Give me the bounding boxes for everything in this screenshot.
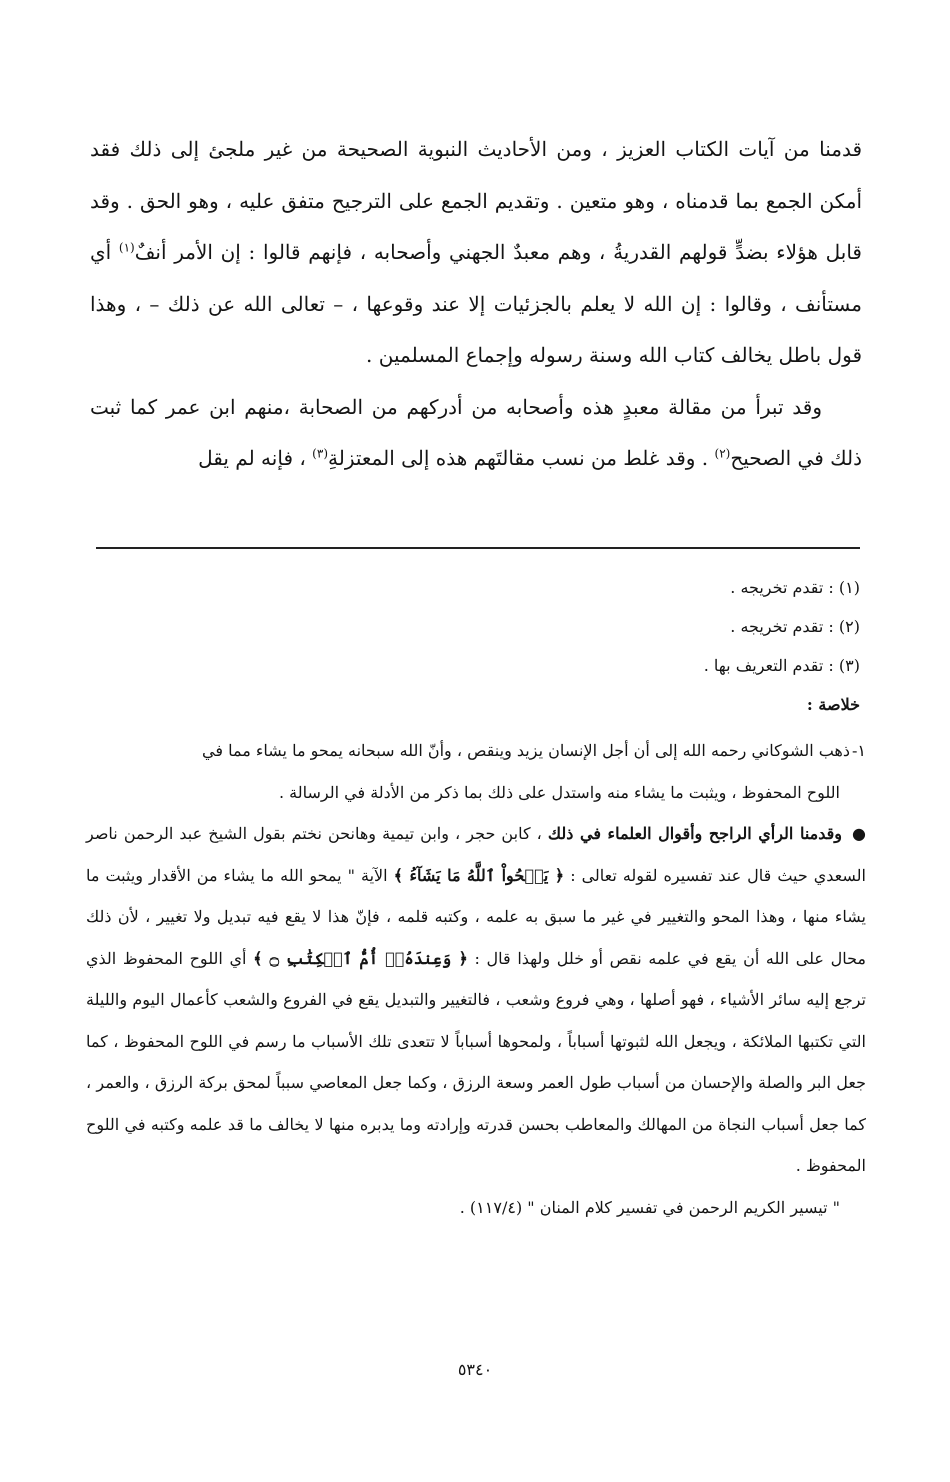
- summary-item-1: [86, 730, 866, 813]
- main-paragraph-2: وقد تبرأ من مقالة معبدٍ هذه وأصحابه من أدركهم من الصحابة ،منهم ابن عمر كما ثبت ذلك في الصحيح$^{(٢)}$ . وقد غلط من نسب مقالتَهم هذه إلى المعتزلةِ$^{(٣)}$ ، فإنه لم يقل: [90, 394, 862, 470]
- citation: " تيسير الكريم الرحمن في تفسير كلام المنان " (١١٧/٤) .: [459, 1197, 840, 1217]
- footnote-3: (٣) : تقدم التعريف بها .: [703, 656, 860, 675]
- summary-item-2: ●وقدمنا الرأي الراجح وأقوال العلماء في ذلك ، كابن حجر ، وابن تيمية وهانحن نختم بقول الشيخ عبد الرحمن ناصر السعدي حيث قال عند تفسيره لقوله تعالى : ﴿ يَمۡحُواْ ٱللَّهُ مَا يَشَآءُ ﴾ الآية " يمحو الله ما يشاء من الأقدار ويثبت ما يشاء منها ، وهذا المحو والتغيير في غير ما سبق به علمه ، وكتبه قلمه ، فإنّ هذا لا يقع فيه تبديل ولا تغيير ، لأن ذلك محال على الله أن يقع في علمه نقص أو خلل ولهذا قال : ﴿ وَعِندَهُۥٓ أُمُّ ٱلۡكِتَٰبِ ۝ ﴾ أي اللوح المحفوظ الذي ترجع إليه سائر الأشياء ، فهو أصلها ، وهي فروع وشعب ، فالتغيير والتبديل يقع في الفروع والشعب كأعمال اليوم والليلة التي تكتبها الملائكة ، ويجعل الله لثبوتها أسباباً ، ولمحوها أسباباً لا تتعدى تلك الأسباب ما رسم في اللوح المحفوظ ، كما جعل البر والصلة والإحسان من أسباب طول العمر وسعة الرزق ، وكما جعل المعاصي سبباً لمحق بركة الرزق ، والعمر ، كما جعل أسباب النجاة من المهالك والمعاطب بحسن قدرته وإرادته وما يدبره منها لا يخالف ما قد علمه وكتبه في اللوح المحفوظ .: [86, 813, 866, 1187]
- footnote-1: (١) : تقدم تخريجه .: [730, 578, 860, 597]
- item-1-continuation: اللوح المحفوظ ، ويثبت ما يشاء منه واستدل على ذلك بما ذكر من الأدلة في الرسالة .: [279, 782, 840, 802]
- footnote-ref-1[interactable]: (١): [118, 240, 135, 255]
- item-1-text: ذهب الشوكاني رحمه الله إلى أن أجل الإنسان يزيد وينقص ، وأنّ الله سبحانه يمحو ما يشاء مما في: [202, 741, 850, 760]
- page-number: ٥٣٤٠: [457, 1360, 493, 1379]
- bullet-icon: ●: [852, 824, 866, 843]
- footnote-ref-2[interactable]: (٢): [714, 446, 731, 461]
- summary-title: خلاصة :: [806, 695, 860, 714]
- footnote-ref-3[interactable]: (٣): [312, 446, 328, 461]
- item-number: ١-: [852, 741, 866, 760]
- quran-verse-2: ﴿ وَعِندَهُۥٓ أُمُّ ٱلۡكِتَٰبِ ۝ ﴾: [253, 948, 468, 968]
- footnote-2: (٢) : تقدم تخريجه .: [730, 617, 860, 636]
- quran-verse-1: ﴿ يَمۡحُواْ ٱللَّهُ مَا يَشَآءُ ﴾: [393, 865, 565, 885]
- item-2-heading: وقدمنا الرأي الراجح وأقوال العلماء في ذلك: [547, 824, 842, 843]
- footnotes: [96, 568, 860, 724]
- main-text: [90, 124, 862, 485]
- main-paragraph-1: قدمنا من آيات الكتاب العزيز ، ومن الأحاديث النبوية الصحيحة من غير ملجئ إلى ذلك فقد أمكن الجمع بما قدمناه ، وهو متعين . وتقديم الجمع على الترجيح متفق عليه ، وهو الحق . وقد قابل هؤلاء بضدٍّ قولهم القدريةُ ، وهم معبدٌ الجهني وأصحابه ، فإنهم قالوا : إن الأمر أنفٌ$^{(١)}$ أي مستأنف ، وقالوا : إن الله لا يعلم بالجزئيات إلا عند وقوعها ، – تعالى الله عن ذلك – ، وهذا قول باطل يخالف كتاب الله وسنة رسوله وإجماع المسلمين .: [90, 137, 863, 367]
- footnote-separator: [96, 547, 860, 549]
- summary: [86, 730, 866, 1228]
